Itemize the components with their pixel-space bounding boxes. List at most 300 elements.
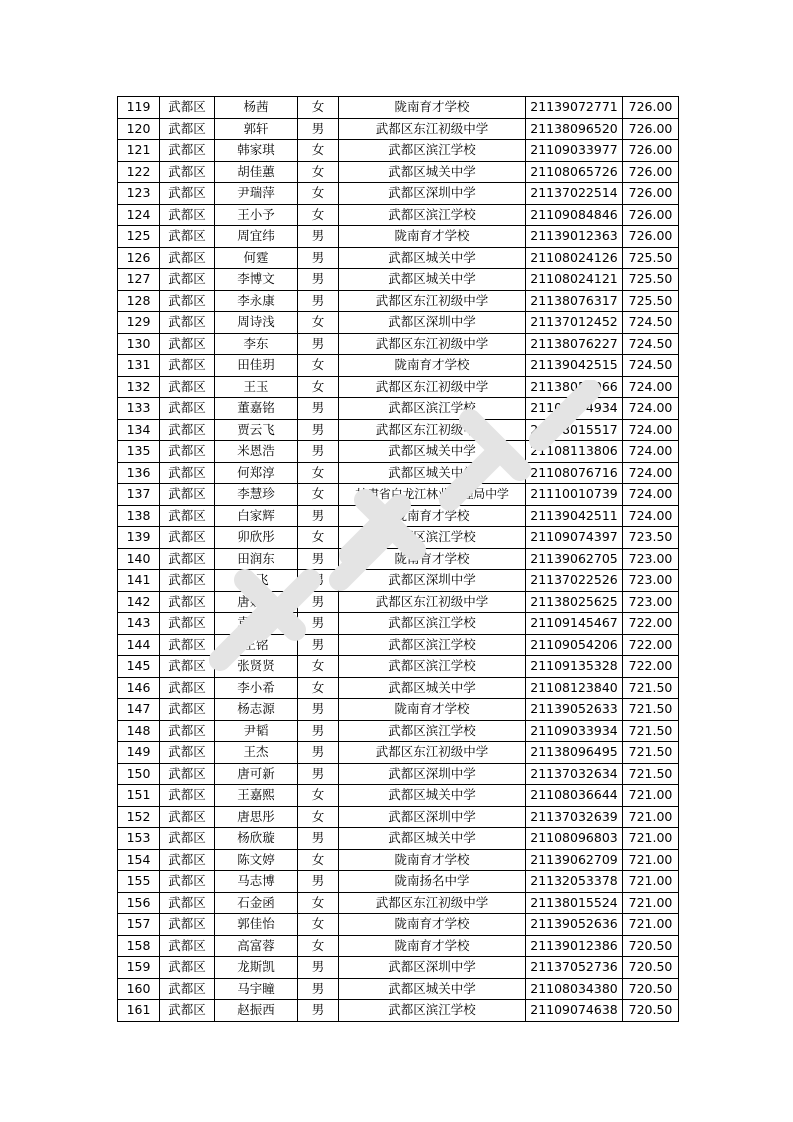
row-number-cell: 122 (118, 161, 160, 183)
table-row (118, 161, 679, 183)
row-number-cell: 149 (118, 742, 160, 764)
student-name-cell: 石金函 (215, 892, 298, 914)
gender-cell: 男 (298, 419, 339, 441)
district-cell: 武都区 (160, 613, 215, 635)
score-cell: 721.00 (623, 828, 679, 850)
district-cell: 武都区 (160, 505, 215, 527)
gender-cell: 男 (298, 613, 339, 635)
district-cell: 武都区 (160, 97, 215, 119)
gender-cell: 男 (298, 978, 339, 1000)
row-number-cell: 138 (118, 505, 160, 527)
school-cell: 武都区滨江学校 (339, 140, 526, 162)
student-name-cell: 王铭 (215, 634, 298, 656)
row-number-cell: 142 (118, 591, 160, 613)
table-row (118, 548, 679, 570)
gender-cell: 女 (298, 849, 339, 871)
gender-cell: 女 (298, 462, 339, 484)
score-cell: 724.00 (623, 462, 679, 484)
student-name-cell: 何霆 (215, 247, 298, 269)
gender-cell: 男 (298, 333, 339, 355)
gender-cell: 男 (298, 505, 339, 527)
gender-cell: 男 (298, 742, 339, 764)
school-cell: 武都区城关中学 (339, 247, 526, 269)
gender-cell: 女 (298, 677, 339, 699)
table-row (118, 226, 679, 248)
exam-id-cell: 21137022526 (526, 570, 623, 592)
score-cell: 724.00 (623, 398, 679, 420)
gender-cell: 男 (298, 570, 339, 592)
school-cell: 武都区滨江学校 (339, 204, 526, 226)
exam-id-cell: 21139042511 (526, 505, 623, 527)
row-number-cell: 135 (118, 441, 160, 463)
table-row (118, 570, 679, 592)
district-cell: 武都区 (160, 763, 215, 785)
school-cell: 武都区东江初级中学 (339, 419, 526, 441)
district-cell: 武都区 (160, 462, 215, 484)
student-name-cell: 马宇瞳 (215, 978, 298, 1000)
school-cell: 武都区城关中学 (339, 978, 526, 1000)
student-name-cell: 贾云飞 (215, 419, 298, 441)
row-number-cell: 119 (118, 97, 160, 119)
district-cell: 武都区 (160, 591, 215, 613)
student-name-cell: 何郑淳 (215, 462, 298, 484)
school-cell: 武都区城关中学 (339, 785, 526, 807)
student-name-cell: 胡佳蕙 (215, 161, 298, 183)
gender-cell: 男 (298, 247, 339, 269)
row-number-cell: 156 (118, 892, 160, 914)
gender-cell: 女 (298, 892, 339, 914)
gender-cell: 女 (298, 312, 339, 334)
exam-id-cell: 21108113806 (526, 441, 623, 463)
district-cell: 武都区 (160, 118, 215, 140)
student-name-cell: 田佳玥 (215, 355, 298, 377)
exam-id-cell: 21109135328 (526, 656, 623, 678)
table-row (118, 634, 679, 656)
score-cell: 724.00 (623, 419, 679, 441)
score-cell: 721.00 (623, 914, 679, 936)
score-cell: 724.00 (623, 484, 679, 506)
table-row (118, 398, 679, 420)
student-name-cell: 李永康 (215, 290, 298, 312)
row-number-cell: 130 (118, 333, 160, 355)
school-cell: 武都区东江初级中学 (339, 118, 526, 140)
row-number-cell: 151 (118, 785, 160, 807)
exam-id-cell: 21109033934 (526, 720, 623, 742)
score-cell: 726.00 (623, 204, 679, 226)
gender-cell: 男 (298, 828, 339, 850)
score-cell: 720.50 (623, 978, 679, 1000)
exam-id-cell: 21109145467 (526, 613, 623, 635)
exam-id-cell: 21138076227 (526, 333, 623, 355)
student-name-cell: 龙斯凯 (215, 957, 298, 979)
table-row (118, 699, 679, 721)
row-number-cell: 124 (118, 204, 160, 226)
school-cell: 陇南育才学校 (339, 699, 526, 721)
exam-id-cell: 21109054206 (526, 634, 623, 656)
score-cell: 724.00 (623, 505, 679, 527)
student-name-cell: 田润东 (215, 548, 298, 570)
district-cell: 武都区 (160, 720, 215, 742)
table-row (118, 849, 679, 871)
row-number-cell: 143 (118, 613, 160, 635)
score-cell: 725.50 (623, 290, 679, 312)
row-number-cell: 137 (118, 484, 160, 506)
score-cell: 724.00 (623, 441, 679, 463)
score-cell: 726.00 (623, 161, 679, 183)
district-cell: 武都区 (160, 892, 215, 914)
gender-cell: 女 (298, 806, 339, 828)
gender-cell: 男 (298, 441, 339, 463)
table-row (118, 613, 679, 635)
score-cell: 721.00 (623, 785, 679, 807)
score-cell: 726.00 (623, 118, 679, 140)
district-cell: 武都区 (160, 376, 215, 398)
district-cell: 武都区 (160, 699, 215, 721)
district-cell: 武都区 (160, 785, 215, 807)
school-cell: 武都区深圳中学 (339, 957, 526, 979)
school-cell: 武都区深圳中学 (339, 570, 526, 592)
school-cell: 陇南扬名中学 (339, 871, 526, 893)
table-row (118, 505, 679, 527)
exam-id-cell: 21139072771 (526, 97, 623, 119)
district-cell: 武都区 (160, 484, 215, 506)
table-row (118, 742, 679, 764)
district-cell: 武都区 (160, 849, 215, 871)
score-cell: 723.00 (623, 570, 679, 592)
score-cell: 721.00 (623, 871, 679, 893)
student-name-cell: 李飞 (215, 570, 298, 592)
table-row (118, 247, 679, 269)
student-name-cell: 杨欣璇 (215, 828, 298, 850)
table-row (118, 484, 679, 506)
gender-cell: 女 (298, 140, 339, 162)
score-cell: 721.50 (623, 677, 679, 699)
table-row (118, 97, 679, 119)
school-cell: 武都区东江初级中学 (339, 591, 526, 613)
gender-cell: 男 (298, 871, 339, 893)
student-name-cell: 唐妙强 (215, 591, 298, 613)
score-cell: 726.00 (623, 183, 679, 205)
row-number-cell: 145 (118, 656, 160, 678)
gender-cell: 女 (298, 355, 339, 377)
student-name-cell: 张贤贤 (215, 656, 298, 678)
district-cell: 武都区 (160, 355, 215, 377)
score-cell: 723.00 (623, 548, 679, 570)
exam-id-cell: 21108076716 (526, 462, 623, 484)
table-row (118, 656, 679, 678)
student-name-cell: 韩家琪 (215, 140, 298, 162)
score-cell: 721.50 (623, 763, 679, 785)
exam-id-cell: 21137032634 (526, 763, 623, 785)
gender-cell: 女 (298, 914, 339, 936)
school-cell: 武都区深圳中学 (339, 763, 526, 785)
district-cell: 武都区 (160, 1000, 215, 1022)
district-cell: 武都区 (160, 957, 215, 979)
table-row (118, 763, 679, 785)
exam-id-cell: 21108036644 (526, 785, 623, 807)
student-name-cell: 杨茜 (215, 97, 298, 119)
district-cell: 武都区 (160, 871, 215, 893)
exam-id-cell: 21109033977 (526, 140, 623, 162)
exam-id-cell: 21137032639 (526, 806, 623, 828)
district-cell: 武都区 (160, 333, 215, 355)
student-name-cell: 李博文 (215, 269, 298, 291)
exam-id-cell: 21109074397 (526, 527, 623, 549)
school-cell: 武都区城关中学 (339, 828, 526, 850)
school-cell: 武都区城关中学 (339, 677, 526, 699)
student-name-cell: 董嘉铭 (215, 398, 298, 420)
gender-cell: 女 (298, 204, 339, 226)
student-name-cell: 杨志源 (215, 699, 298, 721)
row-number-cell: 155 (118, 871, 160, 893)
row-number-cell: 120 (118, 118, 160, 140)
student-name-cell: 尹瑞萍 (215, 183, 298, 205)
score-cell: 726.00 (623, 97, 679, 119)
school-cell: 陇南育才学校 (339, 548, 526, 570)
table-row (118, 978, 679, 1000)
exam-id-cell: 21137022514 (526, 183, 623, 205)
student-name-cell: 马志博 (215, 871, 298, 893)
gender-cell: 男 (298, 548, 339, 570)
row-number-cell: 123 (118, 183, 160, 205)
school-cell: 武都区城关中学 (339, 269, 526, 291)
district-cell: 武都区 (160, 677, 215, 699)
exam-id-cell: 21139062705 (526, 548, 623, 570)
row-number-cell: 134 (118, 419, 160, 441)
row-number-cell: 140 (118, 548, 160, 570)
row-number-cell: 160 (118, 978, 160, 1000)
student-name-cell: 周诗浅 (215, 312, 298, 334)
score-cell: 724.50 (623, 355, 679, 377)
gender-cell: 男 (298, 398, 339, 420)
table-row (118, 333, 679, 355)
school-cell: 陇南育才学校 (339, 935, 526, 957)
table-row (118, 935, 679, 957)
student-name-cell: 赵振西 (215, 1000, 298, 1022)
gender-cell: 男 (298, 763, 339, 785)
exam-id-cell: 21108024121 (526, 269, 623, 291)
table-row (118, 1000, 679, 1022)
school-cell: 陇南育才学校 (339, 226, 526, 248)
school-cell: 武都区深圳中学 (339, 183, 526, 205)
score-cell: 722.00 (623, 656, 679, 678)
gender-cell: 男 (298, 720, 339, 742)
district-cell: 武都区 (160, 204, 215, 226)
student-name-cell: 李东 (215, 333, 298, 355)
row-number-cell: 128 (118, 290, 160, 312)
exam-id-cell: 21108024126 (526, 247, 623, 269)
gender-cell: 男 (298, 118, 339, 140)
district-cell: 武都区 (160, 634, 215, 656)
table-row (118, 204, 679, 226)
gender-cell: 男 (298, 1000, 339, 1022)
school-cell: 陇南育才学校 (339, 849, 526, 871)
school-cell: 甘肃省白龙江林业管理局中学 (339, 484, 526, 506)
exam-id-cell: 21139012363 (526, 226, 623, 248)
score-cell: 725.50 (623, 269, 679, 291)
table-row (118, 269, 679, 291)
table-row (118, 312, 679, 334)
student-name-cell: 尹韬 (215, 720, 298, 742)
district-cell: 武都区 (160, 140, 215, 162)
district-cell: 武都区 (160, 548, 215, 570)
district-cell: 武都区 (160, 914, 215, 936)
district-cell: 武都区 (160, 290, 215, 312)
exam-id-cell: 21109074638 (526, 1000, 623, 1022)
score-cell: 721.50 (623, 720, 679, 742)
score-cell: 726.00 (623, 226, 679, 248)
exam-id-cell: 21139042515 (526, 355, 623, 377)
row-number-cell: 152 (118, 806, 160, 828)
row-number-cell: 148 (118, 720, 160, 742)
school-cell: 武都区滨江学校 (339, 613, 526, 635)
school-cell: 武都区东江初级中学 (339, 333, 526, 355)
district-cell: 武都区 (160, 183, 215, 205)
exam-id-cell: 21108034380 (526, 978, 623, 1000)
school-cell: 武都区城关中学 (339, 462, 526, 484)
student-name-cell: 陈文婷 (215, 849, 298, 871)
exam-id-cell: 21138015517 (526, 419, 623, 441)
table-row (118, 914, 679, 936)
row-number-cell: 153 (118, 828, 160, 850)
school-cell: 武都区东江初级中学 (339, 376, 526, 398)
school-cell: 武都区东江初级中学 (339, 892, 526, 914)
student-name-cell: 郭佳怡 (215, 914, 298, 936)
gender-cell: 女 (298, 484, 339, 506)
row-number-cell: 129 (118, 312, 160, 334)
student-name-cell: 李小希 (215, 677, 298, 699)
student-name-cell: 王杰 (215, 742, 298, 764)
table-row (118, 806, 679, 828)
gender-cell: 女 (298, 656, 339, 678)
exam-id-cell: 21137052736 (526, 957, 623, 979)
table-row (118, 118, 679, 140)
score-cell: 726.00 (623, 140, 679, 162)
row-number-cell: 131 (118, 355, 160, 377)
table-row (118, 376, 679, 398)
district-cell: 武都区 (160, 828, 215, 850)
district-cell: 武都区 (160, 935, 215, 957)
school-cell: 陇南育才学校 (339, 505, 526, 527)
exam-id-cell: 21108096803 (526, 828, 623, 850)
row-number-cell: 141 (118, 570, 160, 592)
table-row (118, 785, 679, 807)
row-number-cell: 121 (118, 140, 160, 162)
table-row (118, 183, 679, 205)
exam-id-cell: 21109084846 (526, 204, 623, 226)
student-name-cell: 袁明会 (215, 613, 298, 635)
score-cell: 721.50 (623, 742, 679, 764)
table-row (118, 957, 679, 979)
row-number-cell: 159 (118, 957, 160, 979)
school-cell: 武都区滨江学校 (339, 720, 526, 742)
row-number-cell: 158 (118, 935, 160, 957)
school-cell: 武都区滨江学校 (339, 527, 526, 549)
table-row (118, 441, 679, 463)
row-number-cell: 139 (118, 527, 160, 549)
exam-id-cell: 21132053378 (526, 871, 623, 893)
student-name-cell: 唐思彤 (215, 806, 298, 828)
gender-cell: 女 (298, 785, 339, 807)
gender-cell: 女 (298, 527, 339, 549)
exam-id-cell: 21137012452 (526, 312, 623, 334)
student-name-cell: 高富蓉 (215, 935, 298, 957)
district-cell: 武都区 (160, 161, 215, 183)
gender-cell: 男 (298, 226, 339, 248)
school-cell: 武都区东江初级中学 (339, 742, 526, 764)
score-cell: 724.50 (623, 312, 679, 334)
gender-cell: 男 (298, 699, 339, 721)
student-name-cell: 郭轩 (215, 118, 298, 140)
table-row (118, 871, 679, 893)
row-number-cell: 150 (118, 763, 160, 785)
gender-cell: 男 (298, 269, 339, 291)
student-name-cell: 王小予 (215, 204, 298, 226)
exam-id-cell: 21139012386 (526, 935, 623, 957)
gender-cell: 女 (298, 183, 339, 205)
district-cell: 武都区 (160, 441, 215, 463)
exam-id-cell: 21138056066 (526, 376, 623, 398)
exam-id-cell: 21139052636 (526, 914, 623, 936)
exam-id-cell: 21108123840 (526, 677, 623, 699)
score-cell: 722.00 (623, 613, 679, 635)
score-cell: 721.50 (623, 699, 679, 721)
district-cell: 武都区 (160, 806, 215, 828)
student-name-cell: 王玉 (215, 376, 298, 398)
exam-id-cell: 21109094934 (526, 398, 623, 420)
school-cell: 陇南育才学校 (339, 97, 526, 119)
district-cell: 武都区 (160, 419, 215, 441)
student-name-cell: 唐可新 (215, 763, 298, 785)
table-row (118, 290, 679, 312)
table-row (118, 462, 679, 484)
table-row (118, 355, 679, 377)
row-number-cell: 154 (118, 849, 160, 871)
exam-id-cell: 21138015524 (526, 892, 623, 914)
district-cell: 武都区 (160, 656, 215, 678)
table-row (118, 892, 679, 914)
row-number-cell: 147 (118, 699, 160, 721)
row-number-cell: 132 (118, 376, 160, 398)
district-cell: 武都区 (160, 312, 215, 334)
gender-cell: 男 (298, 290, 339, 312)
school-cell: 武都区滨江学校 (339, 1000, 526, 1022)
district-cell: 武都区 (160, 226, 215, 248)
exam-id-cell: 21139062709 (526, 849, 623, 871)
score-cell: 720.50 (623, 1000, 679, 1022)
exam-id-cell: 21139052633 (526, 699, 623, 721)
row-number-cell: 133 (118, 398, 160, 420)
district-cell: 武都区 (160, 570, 215, 592)
table-row (118, 591, 679, 613)
score-cell: 721.00 (623, 806, 679, 828)
school-cell: 武都区城关中学 (339, 441, 526, 463)
gender-cell: 女 (298, 161, 339, 183)
row-number-cell: 161 (118, 1000, 160, 1022)
table-row (118, 140, 679, 162)
score-cell: 723.50 (623, 527, 679, 549)
district-cell: 武都区 (160, 742, 215, 764)
row-number-cell: 136 (118, 462, 160, 484)
score-cell: 720.50 (623, 935, 679, 957)
school-cell: 陇南育才学校 (339, 914, 526, 936)
exam-id-cell: 21138096520 (526, 118, 623, 140)
gender-cell: 男 (298, 591, 339, 613)
district-cell: 武都区 (160, 398, 215, 420)
district-cell: 武都区 (160, 978, 215, 1000)
table-row (118, 419, 679, 441)
gender-cell: 女 (298, 97, 339, 119)
